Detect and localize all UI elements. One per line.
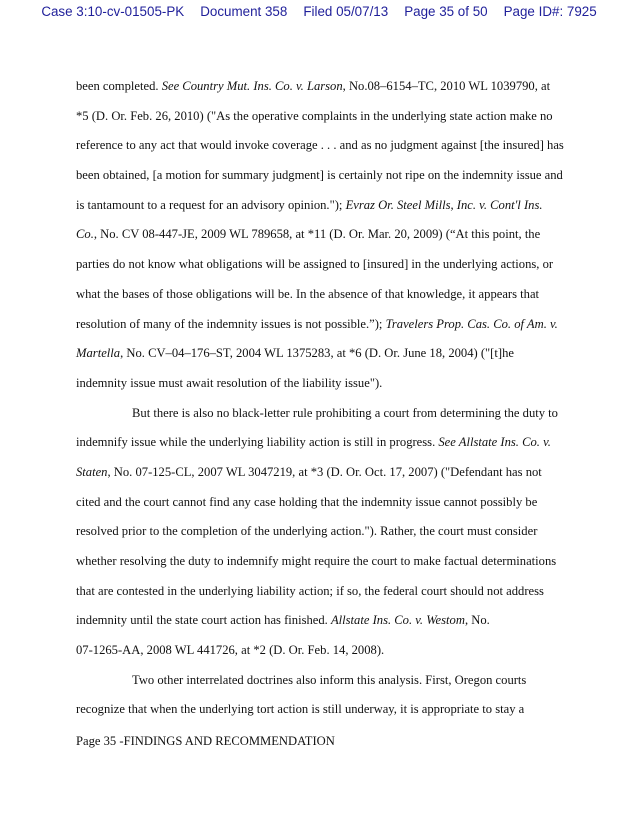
text-line: [76, 72, 580, 102]
text-line: [76, 161, 580, 191]
text-line: [76, 220, 580, 250]
text-segment: reference to any act that would invoke coverage . . . and as no judgment against [the insured] has: [76, 138, 564, 153]
text-segment: Two other interrelated doctrines also inform this analysis. First, Oregon courts: [132, 672, 527, 687]
text-segment: indemnity until the state court action has finished.: [76, 613, 331, 628]
citation-italic: Staten: [76, 464, 108, 479]
page-footer: Page 35 -FINDINGS AND RECOMMENDATION: [76, 734, 335, 748]
filed-date: Filed 05/07/13: [303, 4, 389, 19]
document-number: Document 358: [200, 4, 288, 19]
text-line: [76, 606, 580, 636]
text-segment: indemnity issue must await resolution of the liability issue").: [76, 375, 383, 390]
page-count: Page 35 of 50: [404, 4, 488, 19]
text-line: [76, 517, 580, 547]
text-segment: is tantamount to a request for an advisory opinion.");: [76, 197, 346, 212]
text-line: [76, 280, 580, 310]
citation-italic: Evraz Or. Steel Mills, Inc. v. Cont'l Ins.: [345, 197, 543, 212]
text-segment: recognize that when the underlying tort action is still underway, it is appropriate to stay a: [76, 702, 525, 717]
citation-italic: Allstate Ins. Co. v. Westom: [330, 613, 465, 628]
citation-italic: Travelers Prop. Cas. Co. of Am. v.: [385, 316, 558, 331]
text-segment: been completed.: [76, 79, 162, 93]
text-segment: 07-1265-AA, 2008 WL 441726, at *2 (D. Or. Feb. 14, 2008).: [76, 643, 385, 658]
text-segment: that are contested in the underlying liability action; if so, the federal court should not address: [76, 583, 544, 598]
text-line: [76, 339, 580, 369]
text-segment: parties do not know what obligations will be assigned to [insured] in the underlying actions, or: [76, 257, 554, 272]
text-line: [76, 458, 580, 488]
text-segment: , No.: [464, 613, 490, 628]
text-segment: , No. CV 08-447-JE, 2009 WL 789658, at *11 (D. Or. Mar. 20, 2009) (“At this point, the: [93, 227, 541, 242]
case-number: Case 3:10-cv-01505-PK: [41, 4, 185, 19]
text-line: [76, 250, 580, 280]
text-line: [76, 102, 580, 132]
text-segment: cited and the court cannot find any case holding that the indemnity issue cannot possibly be: [76, 494, 538, 509]
text-segment: , No. CV–04–176–ST, 2004 WL 1375283, at *6 (D. Or. June 18, 2004) ("[t]he: [120, 346, 514, 361]
text-line: [76, 695, 580, 725]
text-segment: But there is also no black-letter rule prohibiting a court from determining the duty to: [132, 405, 558, 420]
text-line: [76, 488, 580, 518]
case-header: [0, 0, 638, 26]
text-line: [76, 310, 580, 340]
text-line: [76, 428, 580, 458]
text-segment: been obtained, [a motion for summary judgment] is certainly not ripe on the indemnity issue and: [76, 168, 563, 183]
citation-italic: Co.: [76, 227, 94, 242]
text-segment: resolution of many of the indemnity issues is not possible.”);: [76, 316, 386, 331]
text-line: [76, 399, 580, 429]
text-line: [76, 547, 580, 577]
text-segment: *5 (D. Or. Feb. 26, 2010) ("As the operative complaints in the underlying state action make no: [76, 108, 553, 123]
text-segment: indemnify issue while the underlying liability action is still in progress.: [76, 435, 439, 450]
text-segment: what the bases of those obligations will be. In the absence of that knowledge, it appears that: [76, 286, 540, 301]
text-line: [76, 191, 580, 221]
text-line: [76, 636, 580, 666]
document-body: [76, 72, 580, 725]
citation-italic: Martella: [76, 346, 121, 361]
text-segment: , No.08–6154–TC, 2010 WL 1039790, at: [342, 79, 551, 93]
citation-italic: See Allstate Ins. Co. v.: [438, 435, 551, 450]
text-line: [76, 666, 580, 696]
citation-italic: See Country Mut. Ins. Co. v. Larson: [161, 79, 343, 93]
page-id: Page ID#: 7925: [503, 4, 597, 19]
text-segment: resolved prior to the completion of the underlying action."). Rather, the court must consider: [76, 524, 538, 539]
text-line: [76, 369, 580, 399]
text-segment: whether resolving the duty to indemnify might require the court to make factual determinations: [76, 554, 557, 568]
text-line: [76, 577, 580, 607]
text-segment: , No. 07-125-CL, 2007 WL 3047219, at *3 (D. Or. Oct. 17, 2007) ("Defendant has not: [107, 464, 542, 479]
text-line: [76, 131, 580, 161]
